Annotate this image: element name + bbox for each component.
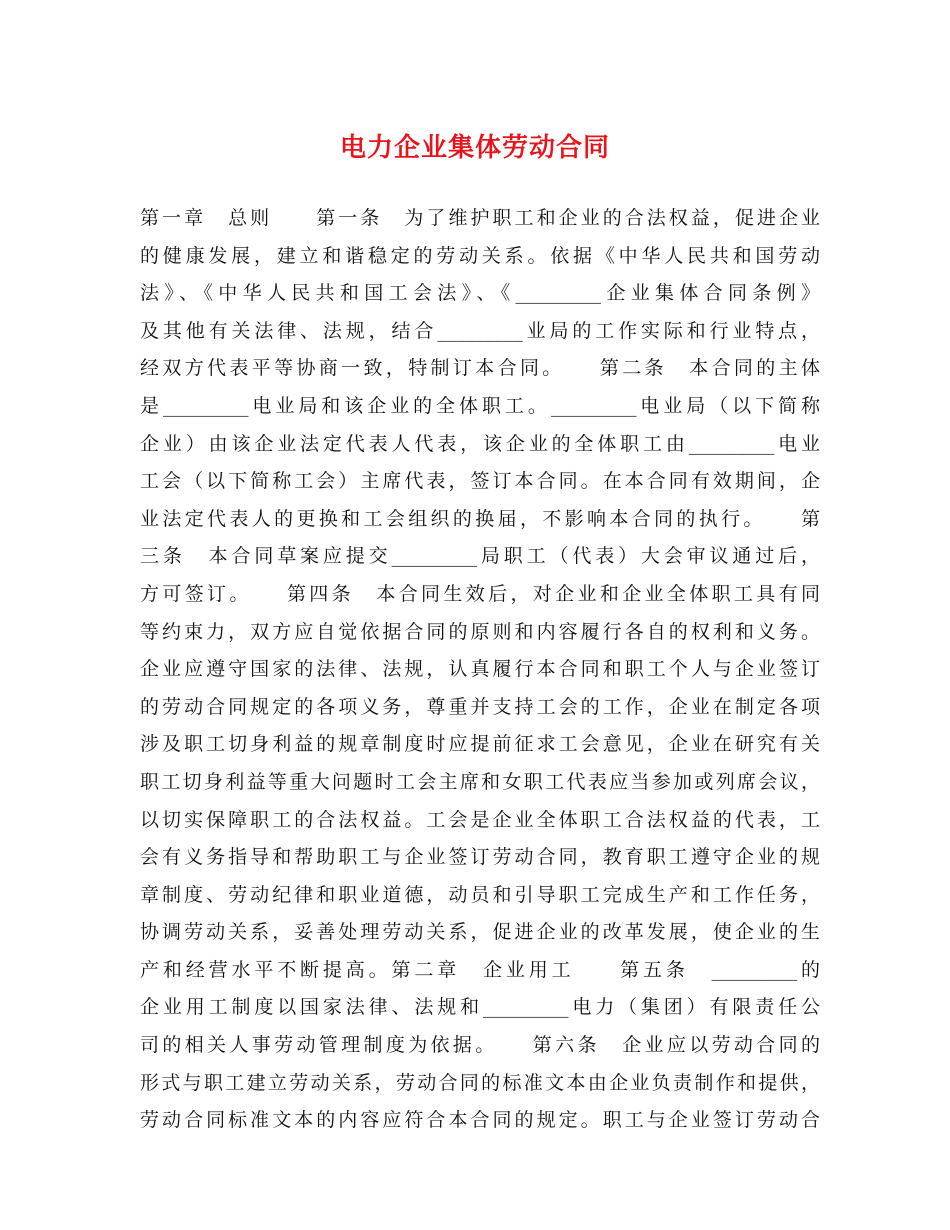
body-line: 业法定代表人的更换和工会组织的换届，不影响本合同的执行。 第 — [140, 507, 820, 530]
document-body — [140, 200, 820, 1140]
body-line: 及其他有关法律、法规，结合_________业局的工作实际和行业特点， — [140, 319, 820, 342]
body-line: 经双方代表平等协商一致，特制订本合同。 第二条 本合同的主体 — [140, 357, 820, 380]
body-line: 等约束力，双方应自觉依据合同的原则和内容履行各自的权利和义务。 — [140, 620, 820, 643]
body-line: 的健康发展，建立和谐稳定的劳动关系。依据《中华人民共和国劳动 — [140, 244, 820, 267]
body-line: 方可签订。 第四条 本合同生效后，对企业和企业全体职工具有同 — [140, 582, 820, 605]
body-line: 企业）由该企业法定代表人代表，该企业的全体职工由_________电业 — [140, 432, 820, 455]
body-line: 以切实保障职工的合法权益。工会是企业全体职工合法权益的代表，工 — [140, 808, 820, 831]
body-line: 劳动合同标准文本的内容应符合本合同的规定。职工与企业签订劳动合 — [140, 1109, 820, 1132]
body-line: 第一章 总则 第一条 为了维护职工和企业的合法权益，促进企业 — [140, 207, 820, 229]
body-line: 章制度、劳动纪律和职业道德，动员和引导职工完成生产和工作任务， — [140, 883, 820, 906]
body-line: 法》、《中华人民共和国工会法》、《_________企业集体合同条例》 — [140, 282, 820, 305]
body-line: 三条 本合同草案应提交_________局职工（代表）大会审议通过后， — [140, 545, 820, 568]
body-line: 司的相关人事劳动管理制度为依据。 第六条 企业应以劳动合同的 — [140, 1034, 820, 1057]
body-line: 是_________电业局和该企业的全体职工。_________电业局（以下简称 — [140, 394, 820, 417]
body-line: 的劳动合同规定的各项义务，尊重并支持工会的工作，企业在制定各项 — [140, 695, 820, 718]
body-line: 工会（以下简称工会）主席代表，签订本合同。在本合同有效期间，企 — [140, 470, 820, 493]
body-line: 企业应遵守国家的法律、法规，认真履行本合同和职工个人与企业签订 — [140, 658, 820, 681]
body-line: 会有义务指导和帮助职工与企业签订劳动合同，教育职工遵守企业的规 — [140, 846, 820, 869]
body-line: 涉及职工切身利益的规章制度时应提前征求工会意见，企业在研究有关 — [140, 733, 820, 756]
body-line: 形式与职工建立劳动关系，劳动合同的标准文本由企业负责制作和提供， — [140, 1071, 820, 1094]
body-line: 协调劳动关系，妥善处理劳动关系，促进企业的改革发展，使企业的生 — [140, 921, 820, 944]
body-line: 企业用工制度以国家法律、法规和_________电力（集团）有限责任公 — [140, 996, 820, 1019]
body-line: 产和经营水平不断提高。第二章 企业用工 第五条 _________的 — [140, 958, 820, 981]
document-title: 电力企业集体劳动合同 — [339, 133, 610, 163]
body-line: 职工切身利益等重大问题时工会主席和女职工代表应当参加或列席会议， — [140, 770, 820, 793]
